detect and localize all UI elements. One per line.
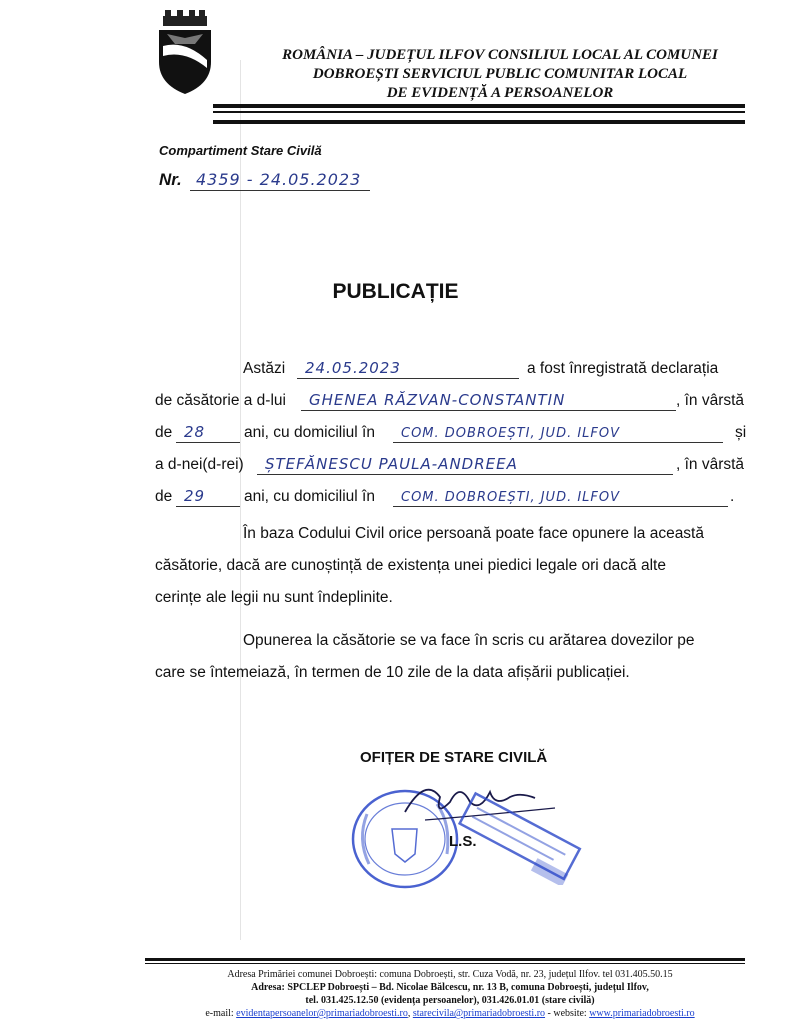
paragraph-line: În baza Codului Civil orice persoană poate face opunere la această [243,525,704,542]
domicile-label: ani, cu domiciliul în [244,488,375,505]
footer-rule [145,958,745,961]
website-link[interactable]: www.primariadobroesti.ro [589,1008,695,1019]
footer-rule [145,963,745,964]
bride-domicile-field [393,486,728,507]
registered-text: a fost înregistrată declarația [527,360,719,377]
department-label: Compartiment Stare Civilă [159,143,322,158]
paragraph-line: Opunerea la căsătorie se va face în scris cu arătarea dovezilor pe [243,632,695,649]
header-rule [213,104,745,108]
paragraph-line: căsătorie, dacă are cunoștință de existența unei piedici legale ori dacă alte [155,557,666,574]
page-title: PUBLICAȚIE [332,280,459,303]
header-line-2: DOBROEȘTI SERVICIUL PUBLIC COMUNITAR LOCAL [312,66,688,82]
groom-age-field [176,422,240,443]
bride-name-field [257,454,673,475]
groom-name-field [301,390,676,411]
groom-domicile-field [393,422,723,443]
bride-age-value: 29 [184,487,206,505]
de-label: de [155,488,173,505]
header-line-1: ROMÂNIA – JUDEȚUL ILFOV CONSILIUL LOCAL AL COMUNEI [282,47,718,63]
header-rule [213,120,745,124]
email-label: e-mail: [205,1008,234,1019]
website-label: - website: [547,1008,587,1019]
registry-number-field [190,166,370,191]
date-field [297,358,519,379]
officer-title: OFIȚER DE STARE CIVILĂ [360,749,548,766]
email-link-evidenta[interactable]: evidentapersoanelor@primariadobroesti.ro [236,1008,408,1019]
paragraph-line: care se întemeiază, în termen de 10 zile de la data afișării publicației. [155,664,630,681]
email-link-starecivila[interactable]: starecivila@primariadobroesti.ro [412,1008,546,1019]
objection-paragraph [155,518,755,614]
bride-domicile-value: COM. DOBROEȘTI, JUD. ILFOV [401,490,621,505]
registry-number-value: 4359 - 24.05.2023 [196,170,362,189]
groom-name-value: GHENEA RĂZVAN-CONSTANTIN [309,391,566,409]
deadline-paragraph [155,625,755,689]
groom-prefix: de căsătorie a d-lui [155,392,286,409]
registry-number-label: Nr. [159,170,182,189]
astazi-label: Astăzi [243,360,286,377]
paragraph-line: cerințe ale legii nu sunt îndeplinite. [155,589,393,606]
de-label: de [155,424,173,441]
age-suffix: , în vârstă [676,392,745,409]
header-rule [213,111,745,113]
date-value: 24.05.2023 [305,359,401,377]
and-label: și [735,424,747,441]
bride-age-field [176,486,240,507]
footer-phone-line: tel. 031.425.12.50 (evidența persoanelor), 031.426.01.01 (stare civilă) [305,995,595,1006]
footer-contact-line [140,1008,760,1019]
bride-name-value: ȘTEFĂNESCU PAULA-ANDREEA [265,455,518,473]
period: . [730,488,735,505]
footer-address-line: Adresa Primăriei comunei Dobroești: comuna Dobroești, str. Cuza Vodă, nr. 23, județul Ilfov. tel 031.405.50.15 [227,969,673,980]
domicile-label: ani, cu domiciliul în [244,424,375,441]
footer-spclep-line: Adresa: SPCLEP Dobroești – Bd. Nicolae Bălcescu, nr. 13 B, comuna Dobroești, județul Ilfov, [251,982,649,993]
age-suffix: , în vârstă [676,456,745,473]
locus-sigilli-label: L.S. [449,833,477,850]
separator: , [407,1008,411,1019]
bride-prefix: a d-nei(d-rei) [155,456,244,473]
scan-margin-line [240,60,241,940]
header-line-3: DE EVIDENȚĂ A PERSOANELOR [386,85,614,101]
groom-age-value: 28 [184,423,206,441]
groom-domicile-value: COM. DOBROEȘTI, JUD. ILFOV [401,426,621,441]
